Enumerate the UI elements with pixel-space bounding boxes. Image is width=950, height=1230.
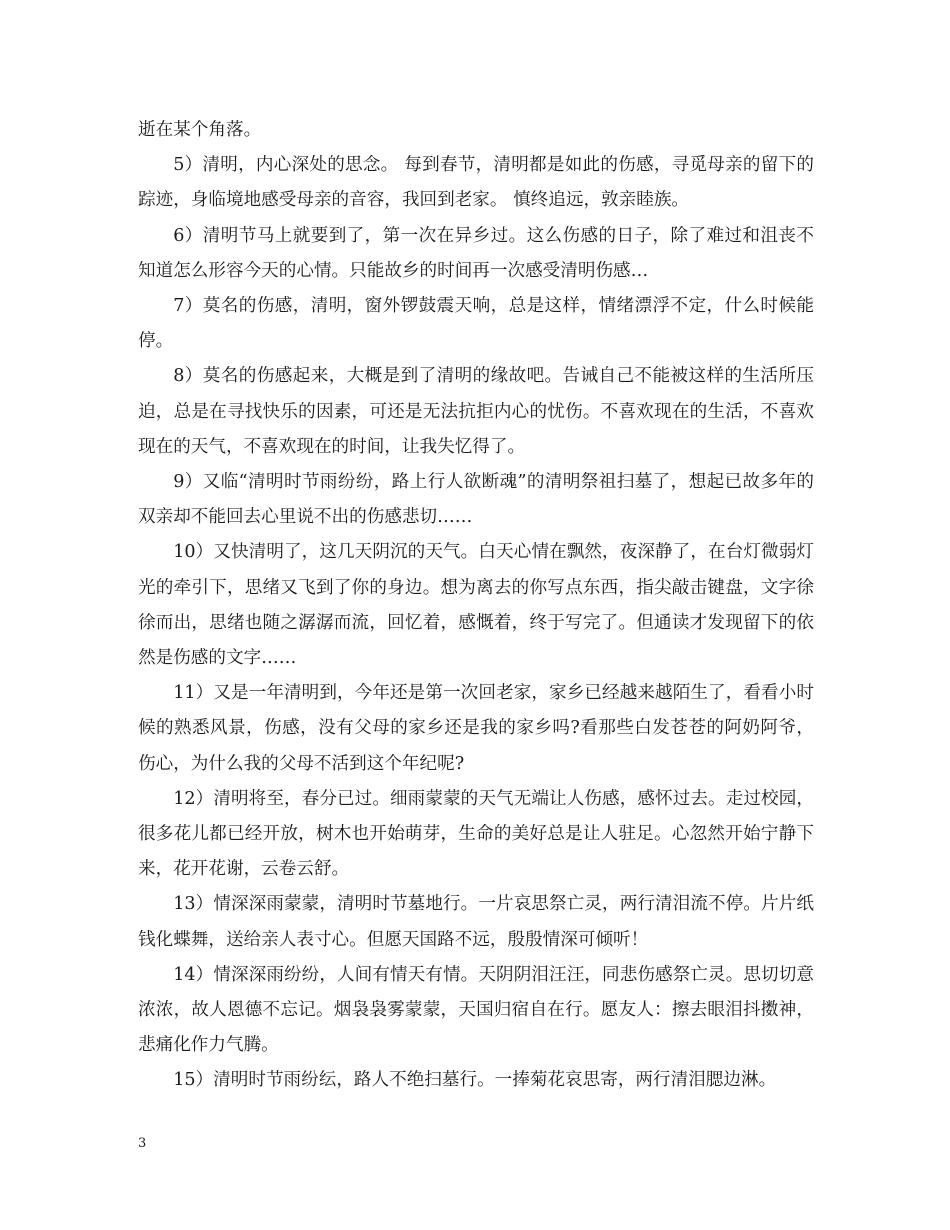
paragraph-14: 14）情深深雨纷纷，人间有情天有情。天阴阴泪汪汪，同悲伤感祭亡灵。思切切意浓浓，故人恩德不忘记。烟袅袅雾蒙蒙，天国归宿自在行。愿友人：擦去眼泪抖擞神，悲痛化作力气腾。	[138, 964, 814, 1056]
paragraph-15: 15）清明时节雨纷纭，路人不绝扫墓行。一捧菊花哀思寄，两行清泪腮边淋。	[173, 1070, 777, 1091]
paragraph-5: 5）清明，内心深处的思念。 每到春节，清明都是如此的伤感，寻觅母亲的留下的踪迹，身临境地感受母亲的音容，我回到老家。 慎终追远，敦亲睦族。	[138, 155, 814, 211]
paragraph-12: 12）清明将至，春分已过。细雨蒙蒙的天气无端让人伤感，感怀过去。走过校园，很多花儿都已经开放，树木也开始萌芽，生命的美好总是让人驻足。心忽然开始宁静下来，花开花谢，云卷云舒。	[138, 788, 814, 880]
paragraph-11: 11）又是一年清明到，今年还是第一次回老家，家乡已经越来越陌生了，看看小时候的熟悉风景，伤感，没有父母的家乡还是我的家乡吗?看那些白发苍苍的阿奶阿爷，伤心，为什么我的父母不活到这个年纪呢?	[138, 683, 814, 774]
paragraph-8: 8）莫名的伤感起来，大概是到了清明的缘故吧。告诫自己不能被这样的生活所压迫，总是在寻找快乐的因素，可还是无法抗拒内心的忧伤。不喜欢现在的生活，不喜欢现在的天气，不喜欢现在的时间，让我失忆得了。	[138, 366, 814, 457]
paragraph-9: 9）又临“清明时节雨纷纷，路上行人欲断魂”的清明祭祖扫墓了，想起已故多年的双亲却不能回去心里说不出的伤感悲切……	[138, 472, 814, 528]
paragraph-6: 6）清明节马上就要到了，第一次在异乡过。这么伤感的日子，除了难过和沮丧不知道怎么形容今天的心情。只能故乡的时间再一次感受清明伤感…	[138, 225, 814, 281]
document-body	[138, 113, 814, 1099]
page-number: 3	[138, 1136, 147, 1151]
paragraph-7: 7）莫名的伤感，清明，窗外锣鼓震天响，总是这样，情绪漂浮不定，什么时候能停。	[138, 296, 814, 352]
paragraph-13: 13）情深深雨蒙蒙，清明时节墓地行。一片哀思祭亡灵，两行清泪流不停。片片纸钱化蝶舞，送给亲人表寸心。但愿天国路不远，殷殷情深可倾听！	[138, 894, 814, 950]
paragraph-1: 逝在某个角落。	[138, 120, 262, 140]
paragraph-10: 10）又快清明了，这几天阴沉的天气。白天心情在飘然，夜深静了，在台灯微弱灯光的牵引下，思绪又飞到了你的身边。想为离去的你写点东西，指尖敲击键盘，文字徐徐而出，思绪也随之潺潺而流，回忆着，感慨着，终于写完了。但通读才发现留下的依然是伤感的文字……	[138, 542, 814, 669]
